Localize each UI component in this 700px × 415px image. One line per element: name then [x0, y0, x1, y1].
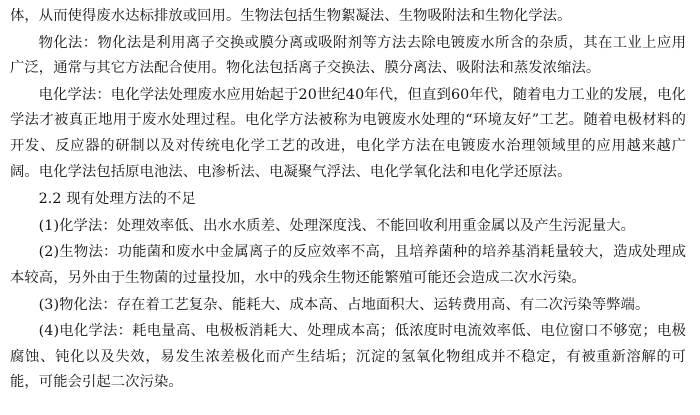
paragraph-electrochemical-method: 电化学法：电化学法处理废水应用始起于20世纪40年代，但直到60年代，随着电力工业的发展，电化学法才被真正地用于废水处理过程。电化学方法被称为电镀废水处理的“环境友好”工艺。随着电极材料的开发、反应器的研制以及对传统电化学工艺的改进，电化学方法在电镀废水治理领域里的应用越来越广阔。电化学法包括原电池法、电渗析法、电凝聚气浮法、电化学氧化法和电化学还原法。 — [10, 86, 686, 180]
paragraph-physicochemical-method: 物化法：物化法是利用离子交换或膜分离或吸附剂等方法去除电镀废水所含的杂质，其在工业上应用广泛，通常与其它方法配合使用。物化法包括离子交换法、膜分离法、吸附法和蒸发浓缩法。 — [10, 34, 686, 77]
section-heading-2-2: 2.2 现有处理方法的不足 — [38, 191, 196, 208]
paragraph-shortcoming-electrochemical: (4)电化学法：耗电量高、电极板消耗大、处理成本高；低浓度时电流效率低、电位窗口不够宽；电极腐蚀、钝化以及失效，易发生浓差极化而产生结垢；沉淀的氢氧化物组成并不稳定，有被重新溶解的可能，可能会引起二次污染。 — [10, 323, 686, 391]
paragraph-shortcoming-physicochemical: (3)物化法：存在着工艺复杂、能耗大、成本高、占地面积大、运转费用高、有二次污染等弊端。 — [38, 296, 650, 313]
paragraph-shortcoming-chemical: (1)化学法：处理效率低、出水水质差、处理深度浅、不能回收利用重金属以及产生污泥量大。 — [38, 217, 636, 234]
paragraph-biological-method-tail: 体，从而使得废水达标排放或回用。生物法包括生物絮凝法、生物吸附法和生物化学法。 — [10, 8, 572, 24]
paragraph-shortcoming-biological: (2)生物法：功能菌和废水中金属离子的反应效率不高，且培养菌种的培养基消耗量较大，造成处理成本较高，另外由于生物菌的过量投加，水中的残余生物还能繁殖可能还会造成二次水污染。 — [10, 244, 686, 286]
